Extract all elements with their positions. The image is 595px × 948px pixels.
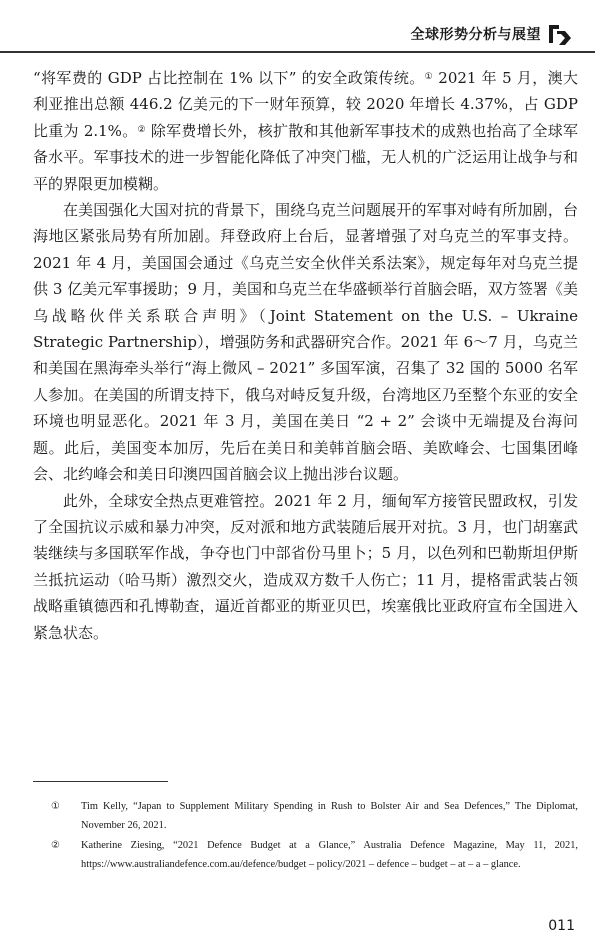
paragraph-1-text-cont: 2021 年 5 月，澳大利亚推出总额 446.2 亿美元的下一财年预算，较 2020 年增长 4.37%，占 GDP 比重为 2.1%。 (33, 69, 578, 140)
main-text (33, 65, 578, 646)
paragraph-1-text-end: 除军费增长外，核扩散和其他新军事技术的成熟也抬高了全球军备水平。军事技术的进一步智能化降低了冲突门槛，无人机的广泛运用让战争与和平的界限更加模糊。 (33, 121, 578, 193)
footnotes (33, 797, 578, 875)
footnote-ref-1[interactable]: ① (424, 72, 434, 82)
paragraph-1-text: “将军费的 GDP 占比控制在 1% 以下” 的安全政策传统。 (33, 69, 425, 87)
paragraph-1 (33, 65, 578, 197)
running-header-title: 全球形势分析与展望 (410, 27, 541, 43)
footnote-2-mark: ② (51, 840, 60, 851)
header-rule (0, 51, 595, 53)
footnote-ref-2[interactable]: ② (137, 124, 146, 135)
footnote-2-text: Katherine Ziesing, “2021 Defence Budget at a Glance,” Australia Defence Magazine, May 11, 2021, https://www.australiandefence.com.au/defence/budget – policy/2021 – defence – budget – at – a – glance. (81, 840, 578, 870)
footnote-1 (33, 797, 578, 835)
footnote-1-mark: ① (51, 801, 60, 812)
footnote-1-text: Tim Kelly, “Japan to Supplement Military Spending in Rush to Bolster Air and Sea Defences,” The Diplomat, November 26, 2021. (81, 801, 578, 831)
paragraph-2: 在美国强化大国对抗的背景下，围绕乌克兰问题展开的军事对峙有所加剧，台海地区紧张局势有所加剧。拜登政府上台后，显著增强了对乌克兰的军事支持。2021 年 4 月，美国国会通过《乌克兰安全伙伴关系法案》，规定每年对乌克兰提供 3 亿美元军事援助；9 月，美国和乌克兰在华盛顿举行首脑会晤，双方签署《美乌战略伙伴关系联合声明》（Joint Statement on the U.S. – Ukraine Strategic Partnership），增强防务和武器研究合作。2021 年 6～7 月，乌克兰和美国在黑海牵头举行“海上微风 – 2021” 多国军演，召集了 32 国的 5000 名军人参加。在美国的所谓支持下，俄乌对峙反复升级，台湾地区乃至整个东亚的安全环境也明显恶化。2021 年 3 月，美国在美日 “2 + 2” 会谈中无端提及台海问题。此后，美国变本加厉，先后在美日和美韩首脑会晤、美欧峰会、七国集团峰会、北约峰会和美日印澳四国首脑会议上抛出涉台议题。 (33, 201, 578, 484)
paragraph-3: 此外，全球安全热点更难管控。2021 年 2 月，缅甸军方接管民盟政权，引发了全国抗议示威和暴力冲突，反对派和地方武装随后展开对抗。3 月，也门胡塞武装继续与多国联军作战，争夺也门中部省份马里卜；5 月，以色列和巴勒斯坦伊斯兰抵抗运动（哈马斯）激烈交火，造成双方数千人伤亡；11 月，提格雷武装占领战略重镇德西和孔博勒查，逼近首都亚的斯亚贝巴，埃塞俄比亚政府宣布全国进入紧急状态。 (33, 491, 578, 642)
running-header (411, 19, 574, 49)
page-number: 011 (548, 918, 575, 934)
footnote-2 (33, 836, 578, 874)
footnote-rule (33, 781, 168, 782)
header-logo-icon (547, 21, 573, 47)
